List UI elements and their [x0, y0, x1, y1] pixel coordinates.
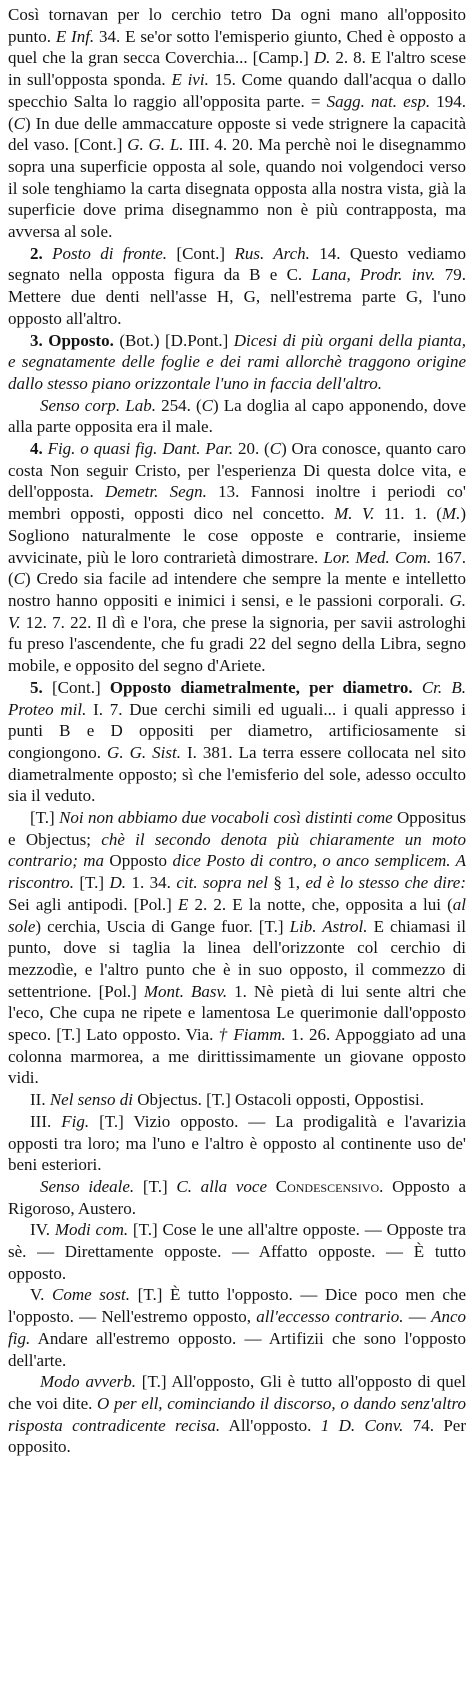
text-run: D.: [109, 873, 127, 893]
text-run: al sole: [8, 894, 466, 936]
text-run: Lor. Med. Com.: [323, 547, 432, 567]
text-run: 15. Come quando dall'acqua o dallo specchio Salta lo raggio all'opposita parte. =: [8, 70, 466, 111]
text-run: G. V.: [8, 590, 466, 632]
text-run: Objectus. [T.] Ostacoli opposti, Oppostisi.: [132, 1090, 424, 1110]
text-run: [T.]: [134, 1176, 177, 1196]
text-run: 254. (: [156, 395, 202, 415]
text-run: [T.] È tutto l'opposto. — Dice poco men che l'opposto. — Nell'estremo opposto,: [8, 1285, 467, 1327]
text-run: [T.] Cose le une all'altre opposte. — Opposte tra sè. — Direttamente opposte. — Affatto opposte. — È tutto opposto.: [8, 1220, 466, 1283]
text-run: Senso corp. Lab.: [40, 395, 157, 415]
text-run: all'eccesso contrario.: [256, 1307, 404, 1327]
text-run: 1 D. Conv.: [320, 1415, 404, 1435]
text-run: cit. sopra nel: [176, 873, 268, 893]
text-run: † Fiamm.: [218, 1025, 286, 1045]
text-run: ) Sogliono naturalmente le cose opposte e contrarie, insieme avvicinate, più le loro contrarietà dimostrare.: [8, 504, 466, 567]
text-run: Così tornavan per lo cerchio tetro Da ogni mano all'opposito punto.: [8, 5, 466, 46]
text-run: Mont. Basv.: [143, 981, 228, 1001]
text-run: [T.]: [73, 873, 110, 893]
text-run: Condescensivo: [275, 1176, 380, 1196]
senso-ideale-paragraph: [8, 1176, 466, 1219]
text-run: Andare all'estremo opposto. — Artifizii che sono l'opposto dell'arte.: [8, 1328, 466, 1370]
text-run: Opposto diametralmente, per diametro.: [109, 677, 413, 697]
text-run: O per ell, cominciando il discorso, o dando senz'altro risposta contradicente recisa.: [8, 1394, 466, 1435]
text-run: ) Credo sia facile ad intendere che sempre la mente e intelletto nostro hanno oppositi e inimici i sensi, e le passioni corporali.: [8, 569, 466, 610]
sense-2-paragraph: [8, 243, 466, 330]
text-run: Dicesi di più organi della pianta, e segnatamente delle foglie e dei rami allorchè traggono origine dallo stesso piano orizzontale l'uno in faccia dell'altro.: [8, 330, 466, 393]
text-run: Sagg. nat. esp.: [326, 91, 431, 111]
text-run: Senso ideale.: [40, 1176, 135, 1196]
text-run: [T.]: [30, 808, 60, 828]
text-run: All'opposto.: [220, 1415, 321, 1435]
text-run: V.: [30, 1285, 52, 1305]
text-run: 167. (: [8, 547, 466, 589]
text-run: Cr. B. Proteo mil.: [8, 677, 466, 719]
text-run: . Opposto a Rigoroso, Austero.: [8, 1176, 466, 1218]
text-run: C: [13, 113, 26, 133]
text-run: C: [269, 439, 282, 459]
text-run: ) La doglia al capo apponendo, dove alla parte opposita era il male.: [8, 395, 467, 437]
text-run: ) Ora conosce, quanto caro costa Non seguir Cristo, per l'esperienza Di questa dolce vita, e dell'opposta.: [8, 439, 466, 502]
text-run: [T.] Vizio opposto. — La prodigalità e l'avarizia opposti tra loro; ma l'uno e l'altro è opposto al continente uso de' beni esteriori.: [8, 1111, 466, 1175]
text-run: 194. (: [8, 91, 466, 133]
sense-IV-paragraph: [8, 1219, 466, 1284]
text-run: Posto di fronte.: [52, 243, 168, 263]
text-run: 1. Nè pietà di lui sente altri che l'eco, Che cupa ne ripete e lamentosa Le querimonie dall'opposto speco. [T.] Lato opposto. Via.: [8, 981, 466, 1045]
text-run: 34. E se'or sotto l'emisperio giunto, Ched è opposto a quel che la gran secca Coverchia... [Camp.]: [8, 26, 466, 68]
text-run: Rus. Arch.: [234, 243, 310, 263]
text-run: Modo avverb.: [40, 1372, 136, 1392]
text-run: III. 4. 20. Ma perchè noi le disegnammo sopra una superficie opposta al sole, quando noi volgendoci verso il sole tenghiamo la carta disegnata opposta alla nostra vista, già la superficie dove prima disegnammo non è più contrapposta, ma avversa al sole.: [8, 135, 466, 242]
text-run: E: [177, 894, 189, 914]
sense-5-paragraph: [8, 677, 466, 807]
text-run: chè il secondo denota più chiaramente un moto contrario; ma: [8, 829, 466, 871]
text-run: 2. 2. E la notte, che, opposita a lui (: [188, 894, 453, 914]
text-run: Demetr. Segn.: [104, 482, 207, 502]
text-run: 5.: [30, 677, 52, 697]
text-run: E chiamasi il punto, dove si taglia la linea dell'orizzonte col cerchio di mezzodìe, e l'altro punto che è in suo opposto, il commezzo di settentrione. [Pol.]: [8, 916, 466, 1001]
text-run: E ivi.: [171, 70, 209, 90]
modo-avverb-paragraph: [8, 1371, 466, 1458]
text-run: Come sost.: [52, 1285, 131, 1305]
text-run: C. alla voce: [176, 1176, 268, 1196]
text-run: Modi com.: [54, 1220, 129, 1240]
text-run: III.: [30, 1111, 62, 1131]
text-run: 3. Opposto.: [30, 330, 114, 350]
sense-II-paragraph: [8, 1089, 466, 1111]
text-run: [Cont.]: [51, 677, 110, 697]
text-run: 12. 7. 22. Il dì e l'ora, che prese la signoria, per savii astrologhi fu preso l'ascendente, che fu gradi 22 del segno della Libra, segno mobile, e opposito del segno d'Ariete.: [8, 612, 466, 676]
text-run: 1. 26. Appoggiato ad una colonna marmorea, a me dirittissimamente un giovane opposto vidi.: [8, 1025, 466, 1088]
sense-4-paragraph: [8, 438, 466, 677]
text-run: § 1,: [267, 873, 306, 893]
text-run: Lana, Prodr. inv.: [311, 265, 436, 285]
text-run: IV.: [30, 1220, 55, 1240]
text-run: Fig. o quasi fig. Dant. Par.: [47, 439, 234, 459]
text-run: I. 7. Due cerchi simili ed uguali... i quali appresso i punti B e D oppositi per diametro, artificiosamente si congiongono.: [8, 699, 466, 762]
text-run: Anco fig.: [8, 1307, 467, 1348]
text-run: [T.] All'opposto, Gli è tutto all'opposto di quel che voi dite.: [8, 1372, 466, 1413]
text-run: Posto di contro, o anco semplicem. A riscontro.: [8, 851, 467, 893]
sense-III-paragraph: [8, 1111, 466, 1176]
sense-V-paragraph: [8, 1284, 466, 1371]
text-run: C: [13, 569, 26, 589]
text-run: G. G. Sist.: [107, 742, 181, 762]
text-run: [413, 678, 422, 697]
text-run: G. G. L.: [127, 135, 184, 155]
text-run: 11. 1. (: [374, 504, 442, 524]
text-run: ) In due delle ammaccature opposte si vede strignere la capacità del vaso. [Cont.]: [8, 113, 466, 155]
text-run: (Bot.) [D.Pont.]: [113, 330, 234, 350]
text-run: 14. Questo vediamo segnato nella opposta figura da B e C.: [8, 243, 466, 285]
text-run: Oppositus e Objectus;: [8, 808, 466, 849]
text-run: 13. Fannosi inoltre i periodi co' membri opposti, opposti dico nel concetto.: [8, 482, 466, 524]
text-run: 2.: [30, 243, 53, 263]
senso-corp-paragraph: [8, 395, 466, 438]
text-run: C: [201, 395, 213, 415]
sense-3-paragraph: [8, 330, 466, 395]
text-run: dice: [172, 851, 201, 871]
text-run: 4.: [30, 439, 48, 459]
text-run: ed è lo stesso che dire:: [305, 873, 467, 893]
text-run: 74. Per opposito.: [8, 1415, 466, 1457]
text-run: ) cerchia, Uscia di Gange fuor. [T.]: [35, 916, 290, 936]
paragraph-1: [8, 4, 466, 243]
text-run: I. 381. La terra essere collocata nel sito diametralmente opposto; sì che l'emisferio del sole, adesso occulto sia il veduto.: [8, 742, 467, 806]
text-run: Sei agli antipodi. [Pol.]: [8, 894, 178, 914]
text-run: Fig.: [61, 1111, 90, 1131]
text-run: 20. (: [233, 439, 270, 459]
text-run: M. V.: [334, 504, 375, 524]
text-run: [Cont.]: [167, 243, 235, 263]
text-run: 2. 8. E l'altro scese in sull'opposta sponda.: [8, 48, 467, 90]
text-run: Opposto: [104, 851, 173, 871]
text-run: Lib. Astrol.: [289, 916, 368, 936]
text-run: [267, 1177, 276, 1196]
text-run: Nel senso di: [49, 1090, 133, 1110]
text-run: —: [403, 1307, 432, 1327]
text-run: II.: [30, 1090, 50, 1110]
tommaseo-note-paragraph: [8, 807, 466, 1089]
text-run: 1. 34.: [126, 873, 177, 893]
text-run: M.: [441, 504, 461, 524]
text-run: D.: [313, 48, 331, 68]
text-run: Noi non abbiamo due vocaboli così distinti come: [59, 808, 393, 828]
text-run: E Inf.: [55, 26, 95, 46]
text-run: 79. Mettere due denti nell'asse H, G, nell'estrema parte G, l'uno opposto all'altro.: [8, 265, 467, 328]
